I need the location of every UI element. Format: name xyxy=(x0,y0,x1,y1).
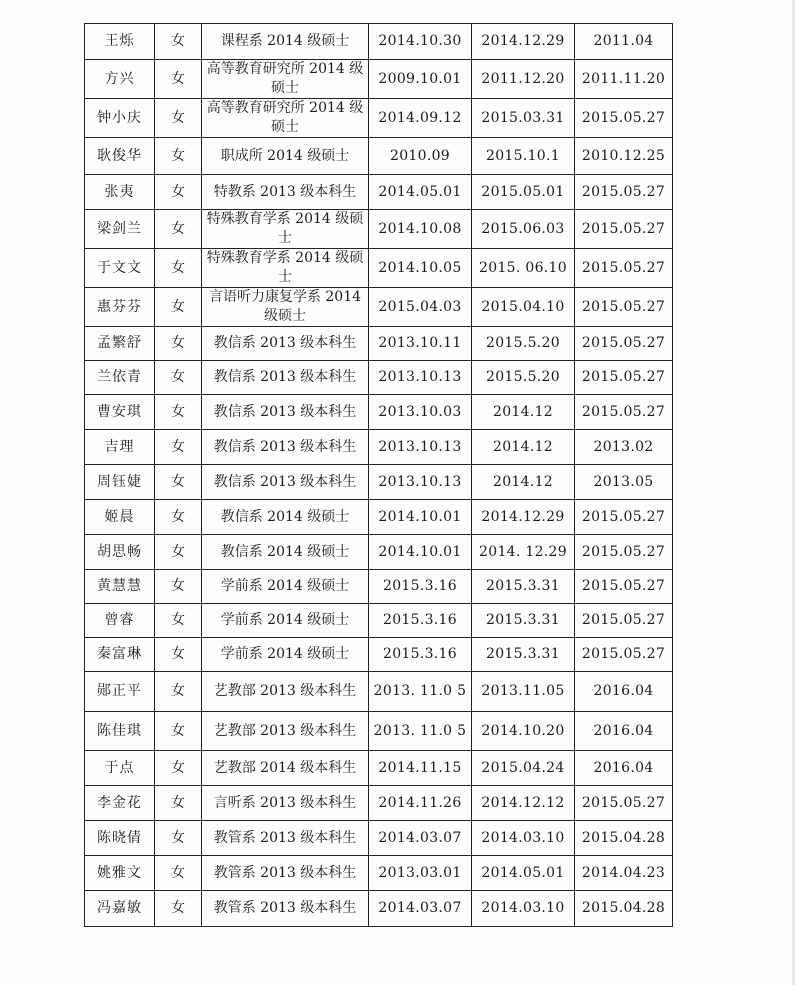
unit-cell: 教信系 2013 级本科生 xyxy=(202,327,369,361)
date1-cell: 2014.05.01 xyxy=(369,175,472,210)
gender-cell: 女 xyxy=(155,891,202,927)
date3-cell: 2015.05.27 xyxy=(575,500,673,535)
gender-cell: 女 xyxy=(155,672,202,712)
date2-cell: 2014.12.12 xyxy=(472,786,575,821)
name-cell: 钟小庆 xyxy=(85,99,155,138)
unit-cell: 高等教育研究所 2014 级硕士 xyxy=(202,99,369,138)
gender-cell: 女 xyxy=(155,751,202,786)
date2-cell: 2014.10.20 xyxy=(472,712,575,751)
date1-cell: 2014.10.01 xyxy=(369,535,472,570)
date3-cell: 2015.05.27 xyxy=(575,210,673,249)
unit-cell: 特殊教育学系 2014 级硕士 xyxy=(202,210,369,249)
unit-cell: 言听系 2013 级本科生 xyxy=(202,786,369,821)
table-row xyxy=(85,60,673,99)
gender-cell: 女 xyxy=(155,288,202,327)
gender-cell: 女 xyxy=(155,638,202,672)
table-row xyxy=(85,175,673,210)
date3-cell: 2015.05.27 xyxy=(575,786,673,821)
gender-cell: 女 xyxy=(155,210,202,249)
name-cell: 胡思畅 xyxy=(85,535,155,570)
date2-cell: 2015. 06.10 xyxy=(472,249,575,288)
date1-cell: 2014.10.05 xyxy=(369,249,472,288)
date1-cell: 2015.3.16 xyxy=(369,638,472,672)
date3-cell: 2014.04.23 xyxy=(575,856,673,891)
date3-cell: 2011.11.20 xyxy=(575,60,673,99)
gender-cell: 女 xyxy=(155,327,202,361)
date2-cell: 2015.06.03 xyxy=(472,210,575,249)
unit-cell: 言语听力康复学系 2014 级硕士 xyxy=(202,288,369,327)
table-row xyxy=(85,249,673,288)
date3-cell: 2015.05.27 xyxy=(575,535,673,570)
unit-cell: 学前系 2014 级硕士 xyxy=(202,570,369,604)
name-cell: 惠芬芬 xyxy=(85,288,155,327)
table-row xyxy=(85,786,673,821)
name-cell: 姚雅文 xyxy=(85,856,155,891)
name-cell: 于点 xyxy=(85,751,155,786)
date3-cell: 2011.04 xyxy=(575,24,673,60)
name-cell: 兰依青 xyxy=(85,361,155,395)
date2-cell: 2014. 12.29 xyxy=(472,535,575,570)
date3-cell: 2015.05.27 xyxy=(575,361,673,395)
date2-cell: 2014.12 xyxy=(472,395,575,430)
date2-cell: 2013.11.05 xyxy=(472,672,575,712)
name-cell: 冯嘉敏 xyxy=(85,891,155,927)
date2-cell: 2015.03.31 xyxy=(472,99,575,138)
unit-cell: 教信系 2014 级硕士 xyxy=(202,500,369,535)
name-cell: 黄慧慧 xyxy=(85,570,155,604)
gender-cell: 女 xyxy=(155,99,202,138)
unit-cell: 教信系 2014 级硕士 xyxy=(202,535,369,570)
date2-cell: 2015.3.31 xyxy=(472,638,575,672)
table-row xyxy=(85,327,673,361)
table-row xyxy=(85,99,673,138)
table-row xyxy=(85,604,673,638)
table-row xyxy=(85,138,673,175)
date2-cell: 2014.03.10 xyxy=(472,891,575,927)
date1-cell: 2013.10.13 xyxy=(369,465,472,500)
date2-cell: 2014.12 xyxy=(472,430,575,465)
name-cell: 吉理 xyxy=(85,430,155,465)
table-row xyxy=(85,361,673,395)
gender-cell: 女 xyxy=(155,430,202,465)
unit-cell: 教管系 2013 级本科生 xyxy=(202,856,369,891)
date1-cell: 2013. 11.0 5 xyxy=(369,672,472,712)
table-row xyxy=(85,500,673,535)
date1-cell: 2009.10.01 xyxy=(369,60,472,99)
gender-cell: 女 xyxy=(155,24,202,60)
gender-cell: 女 xyxy=(155,604,202,638)
date3-cell: 2015.05.27 xyxy=(575,175,673,210)
unit-cell: 教信系 2013 级本科生 xyxy=(202,465,369,500)
unit-cell: 学前系 2014 级硕士 xyxy=(202,604,369,638)
unit-cell: 特殊教育学系 2014 级硕士 xyxy=(202,249,369,288)
name-cell: 姬晨 xyxy=(85,500,155,535)
gender-cell: 女 xyxy=(155,138,202,175)
name-cell: 于文文 xyxy=(85,249,155,288)
table-row xyxy=(85,751,673,786)
date2-cell: 2015.3.31 xyxy=(472,604,575,638)
date1-cell: 2014.10.01 xyxy=(369,500,472,535)
name-cell: 周钰婕 xyxy=(85,465,155,500)
unit-cell: 教信系 2013 级本科生 xyxy=(202,395,369,430)
unit-cell: 教管系 2013 级本科生 xyxy=(202,891,369,927)
date1-cell: 2014.11.26 xyxy=(369,786,472,821)
table-row xyxy=(85,430,673,465)
table-row xyxy=(85,288,673,327)
gender-cell: 女 xyxy=(155,361,202,395)
date1-cell: 2014.11.15 xyxy=(369,751,472,786)
date2-cell: 2015.10.1 xyxy=(472,138,575,175)
date3-cell: 2016.04 xyxy=(575,712,673,751)
name-cell: 李金花 xyxy=(85,786,155,821)
name-cell: 耿俊华 xyxy=(85,138,155,175)
table-row xyxy=(85,465,673,500)
date3-cell: 2015.05.27 xyxy=(575,638,673,672)
date1-cell: 2015.04.03 xyxy=(369,288,472,327)
unit-cell: 教管系 2013 级本科生 xyxy=(202,821,369,856)
unit-cell: 教信系 2013 级本科生 xyxy=(202,361,369,395)
gender-cell: 女 xyxy=(155,500,202,535)
unit-cell: 学前系 2014 级硕士 xyxy=(202,638,369,672)
gender-cell: 女 xyxy=(155,570,202,604)
table-row xyxy=(85,856,673,891)
date1-cell: 2013.10.03 xyxy=(369,395,472,430)
gender-cell: 女 xyxy=(155,175,202,210)
gender-cell: 女 xyxy=(155,249,202,288)
date1-cell: 2013.10.13 xyxy=(369,430,472,465)
unit-cell: 艺教部 2013 级本科生 xyxy=(202,712,369,751)
table-row xyxy=(85,24,673,60)
date2-cell: 2014.12.29 xyxy=(472,500,575,535)
date1-cell: 2015.3.16 xyxy=(369,604,472,638)
date1-cell: 2010.09 xyxy=(369,138,472,175)
date1-cell: 2013.03.01 xyxy=(369,856,472,891)
date2-cell: 2015.05.01 xyxy=(472,175,575,210)
member-table xyxy=(84,23,673,927)
date3-cell: 2015.05.27 xyxy=(575,327,673,361)
date1-cell: 2014.09.12 xyxy=(369,99,472,138)
date2-cell: 2015.5.20 xyxy=(472,327,575,361)
date1-cell: 2014.10.08 xyxy=(369,210,472,249)
gender-cell: 女 xyxy=(155,465,202,500)
unit-cell: 高等教育研究所 2014 级硕士 xyxy=(202,60,369,99)
table-row xyxy=(85,395,673,430)
date3-cell: 2016.04 xyxy=(575,751,673,786)
table-row xyxy=(85,821,673,856)
unit-cell: 课程系 2014 级硕士 xyxy=(202,24,369,60)
date3-cell: 2015.05.27 xyxy=(575,99,673,138)
gender-cell: 女 xyxy=(155,786,202,821)
table-row xyxy=(85,535,673,570)
unit-cell: 艺教部 2013 级本科生 xyxy=(202,672,369,712)
date3-cell: 2010.12.25 xyxy=(575,138,673,175)
name-cell: 曾睿 xyxy=(85,604,155,638)
gender-cell: 女 xyxy=(155,821,202,856)
date2-cell: 2014.12 xyxy=(472,465,575,500)
name-cell: 梁剑兰 xyxy=(85,210,155,249)
table-row xyxy=(85,570,673,604)
date2-cell: 2014.12.29 xyxy=(472,24,575,60)
gender-cell: 女 xyxy=(155,395,202,430)
table-body xyxy=(85,24,673,927)
date3-cell: 2015.05.27 xyxy=(575,570,673,604)
name-cell: 孟繁舒 xyxy=(85,327,155,361)
table-row xyxy=(85,712,673,751)
date3-cell: 2015.05.27 xyxy=(575,288,673,327)
date1-cell: 2015.3.16 xyxy=(369,570,472,604)
table-row xyxy=(85,210,673,249)
date1-cell: 2013.10.13 xyxy=(369,361,472,395)
date2-cell: 2015.5.20 xyxy=(472,361,575,395)
name-cell: 王烁 xyxy=(85,24,155,60)
date3-cell: 2015.05.27 xyxy=(575,249,673,288)
date1-cell: 2013.10.11 xyxy=(369,327,472,361)
table-row xyxy=(85,672,673,712)
name-cell: 曹安琪 xyxy=(85,395,155,430)
date3-cell: 2013.02 xyxy=(575,430,673,465)
unit-cell: 职成所 2014 级硕士 xyxy=(202,138,369,175)
table-row xyxy=(85,891,673,927)
name-cell: 郧正平 xyxy=(85,672,155,712)
name-cell: 陈佳琪 xyxy=(85,712,155,751)
name-cell: 秦富琳 xyxy=(85,638,155,672)
date1-cell: 2014.03.07 xyxy=(369,821,472,856)
unit-cell: 艺教部 2014 级本科生 xyxy=(202,751,369,786)
date1-cell: 2014.10.30 xyxy=(369,24,472,60)
unit-cell: 教信系 2013 级本科生 xyxy=(202,430,369,465)
date3-cell: 2015.05.27 xyxy=(575,604,673,638)
gender-cell: 女 xyxy=(155,60,202,99)
date2-cell: 2015.04.10 xyxy=(472,288,575,327)
date2-cell: 2014.05.01 xyxy=(472,856,575,891)
date2-cell: 2015.3.31 xyxy=(472,570,575,604)
gender-cell: 女 xyxy=(155,535,202,570)
name-cell: 张夷 xyxy=(85,175,155,210)
date2-cell: 2015.04.24 xyxy=(472,751,575,786)
date3-cell: 2016.04 xyxy=(575,672,673,712)
unit-cell: 特教系 2013 级本科生 xyxy=(202,175,369,210)
gender-cell: 女 xyxy=(155,712,202,751)
date3-cell: 2015.05.27 xyxy=(575,395,673,430)
gender-cell: 女 xyxy=(155,856,202,891)
date1-cell: 2014.03.07 xyxy=(369,891,472,927)
name-cell: 陈晓倩 xyxy=(85,821,155,856)
date1-cell: 2013. 11.0 5 xyxy=(369,712,472,751)
date3-cell: 2015.04.28 xyxy=(575,891,673,927)
date3-cell: 2015.04.28 xyxy=(575,821,673,856)
date2-cell: 2011.12.20 xyxy=(472,60,575,99)
date3-cell: 2013.05 xyxy=(575,465,673,500)
table-row xyxy=(85,638,673,672)
name-cell: 方兴 xyxy=(85,60,155,99)
date2-cell: 2014.03.10 xyxy=(472,821,575,856)
